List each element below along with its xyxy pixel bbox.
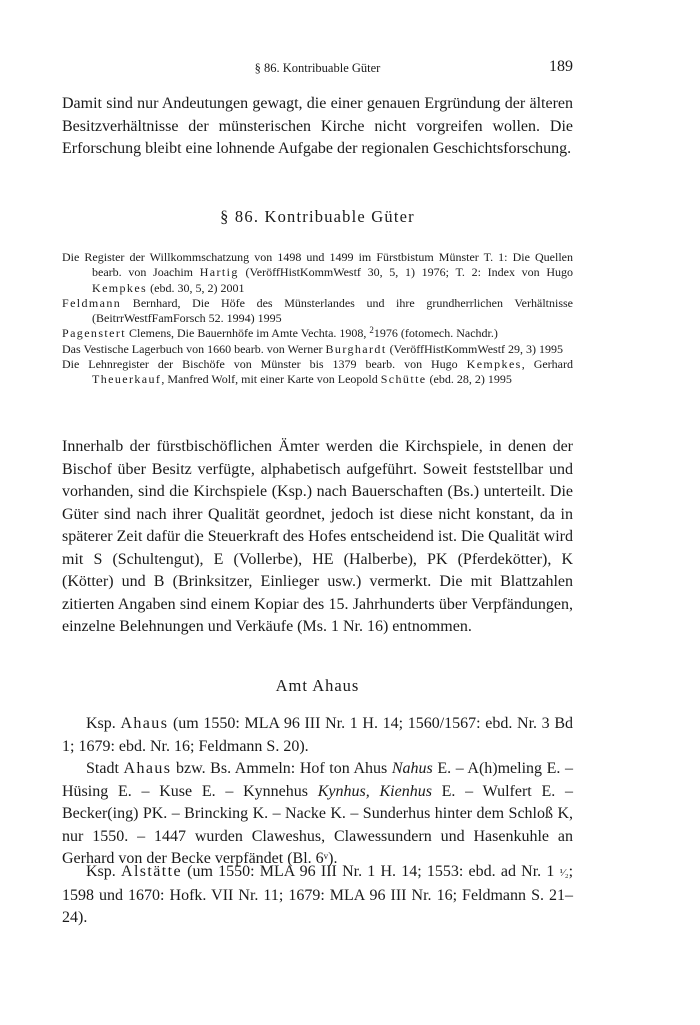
ksp-alstaette-entry: Ksp. Alstätte (um 1550: MLA 96 III Nr. 1 H. 14; 1553: ebd. ad Nr. 1 ¹⁄₂; 1598 und 1670: Hofk. VII Nr. 11; 1679: MLA 96 III Nr. 16; Feldmann S. 21–24). bbox=[62, 863, 574, 926]
bibliography-entry: Pagenstert Clemens, Die Bauernhöfe im Amte Vechta. 1908, $^2$1976 (fotomech. Nachdr.) bbox=[62, 325, 498, 341]
bibliography-entry: Die Lehnregister der Bischöfe von Münster bis 1379 bearb. von Hugo Kempkes, Gerhard Theuerkauf, Manfred Wolf, mit einer Karte von Leopold Schütte (ebd. 28, 2) 1995 bbox=[62, 357, 574, 387]
main-paragraph: Innerhalb der fürstbischöflichen Ämter werden die Kirchspiele, in denen der Bischof über Besitz verfügte, alphabetisch aufgeführt. Soweit feststellbar und vorhanden, sind die Kirchspiele (Ksp.) nach Bauerschaften (Bs.) unterteilt. Die Güter sind nach ihrer Qualität geordnet, jedoch ist diese nicht konstant, da in späterer Zeit dafür die Steuerkraft des Hofes entscheidend ist. Die Qualität wird mit S (Schultengut), E (Vollerbe), HE (Halberbe), PK (Pferdekötter), K (Kötter) und B (Brinksitzer, Einlieger usw.) vermerkt. Die mit Blattzahlen zitierten Angaben sind einem Kopiar des 15. Jahrhunderts über Verpfändungen, einzelne Belehnungen und Verkäufe (Ms. 1 Nr. 16) entnommen. bbox=[62, 438, 573, 635]
intro-paragraph: Damit sind nur Andeutungen gewagt, die einer genauen Ergründung der älteren Besitzverhältnisse der münsterischen Kirche nicht vorgreifen wollen. Die Erforschung bleibt eine lohnende Aufgabe der regionalen Geschichtsforschung. bbox=[62, 95, 573, 157]
ksp-alstaette-block bbox=[62, 861, 573, 930]
bibliography-entry: Feldmann Bernhard, Die Höfe des Münsterlandes und ihre grundherrlichen Verhältnisse (BeitrrWestfFamForsch 52. 1994) 1995 bbox=[62, 295, 573, 326]
running-head-title: § 86. Kontribuable Güter bbox=[254, 61, 381, 75]
bibliography bbox=[62, 250, 573, 388]
ksp-ahaus-entry: Ksp. Ahaus (um 1550: MLA 96 III Nr. 1 H. 14; 1560/1567: ebd. Nr. 3 Bd 1; 1679: ebd. Nr. 16; Feldmann S. 20). bbox=[62, 715, 573, 755]
ksp-ahaus-block bbox=[62, 713, 573, 871]
page-number: 189 bbox=[549, 58, 573, 75]
stadt-ahaus-entry: Stadt Ahaus bzw. Bs. Ammeln: Hof ton Ahus Nahus E. – A(h)meling E. – Hüsing E. – Kuse E. – Kynnehus Kynhus, Kienhus E. – Wulfert E. – Becker(ing) PK. – Brincking K. – Nacke K. – Sunderhus hinter dem Schloß K, nur 1550. – 1447 wurden Claweshus, Clawessundern und Hasenkuhle an Gerhard von der Becke verpfändet (Bl. 6$^v$). bbox=[62, 760, 574, 867]
section-title: § 86. Kontribuable Güter bbox=[220, 207, 415, 226]
bibliography-entry: Das Vestische Lagerbuch von 1660 bearb. von Werner Burghardt (VeröffHistKommWestf 29, 3) 1995 bbox=[62, 341, 564, 356]
amt-heading: Amt Ahaus bbox=[275, 676, 360, 695]
running-head bbox=[62, 58, 573, 78]
bibliography-entry: Die Register der Willkommschatzung von 1498 und 1499 im Fürstbistum Münster T. 1: Die Quellen bearb. von Joachim Hartig (VeröffHistKommWestf 30, 5, 1) 1976; T. 2: Index von Hugo Kempkes (ebd. 30, 5, 2) 2001 bbox=[62, 250, 574, 295]
